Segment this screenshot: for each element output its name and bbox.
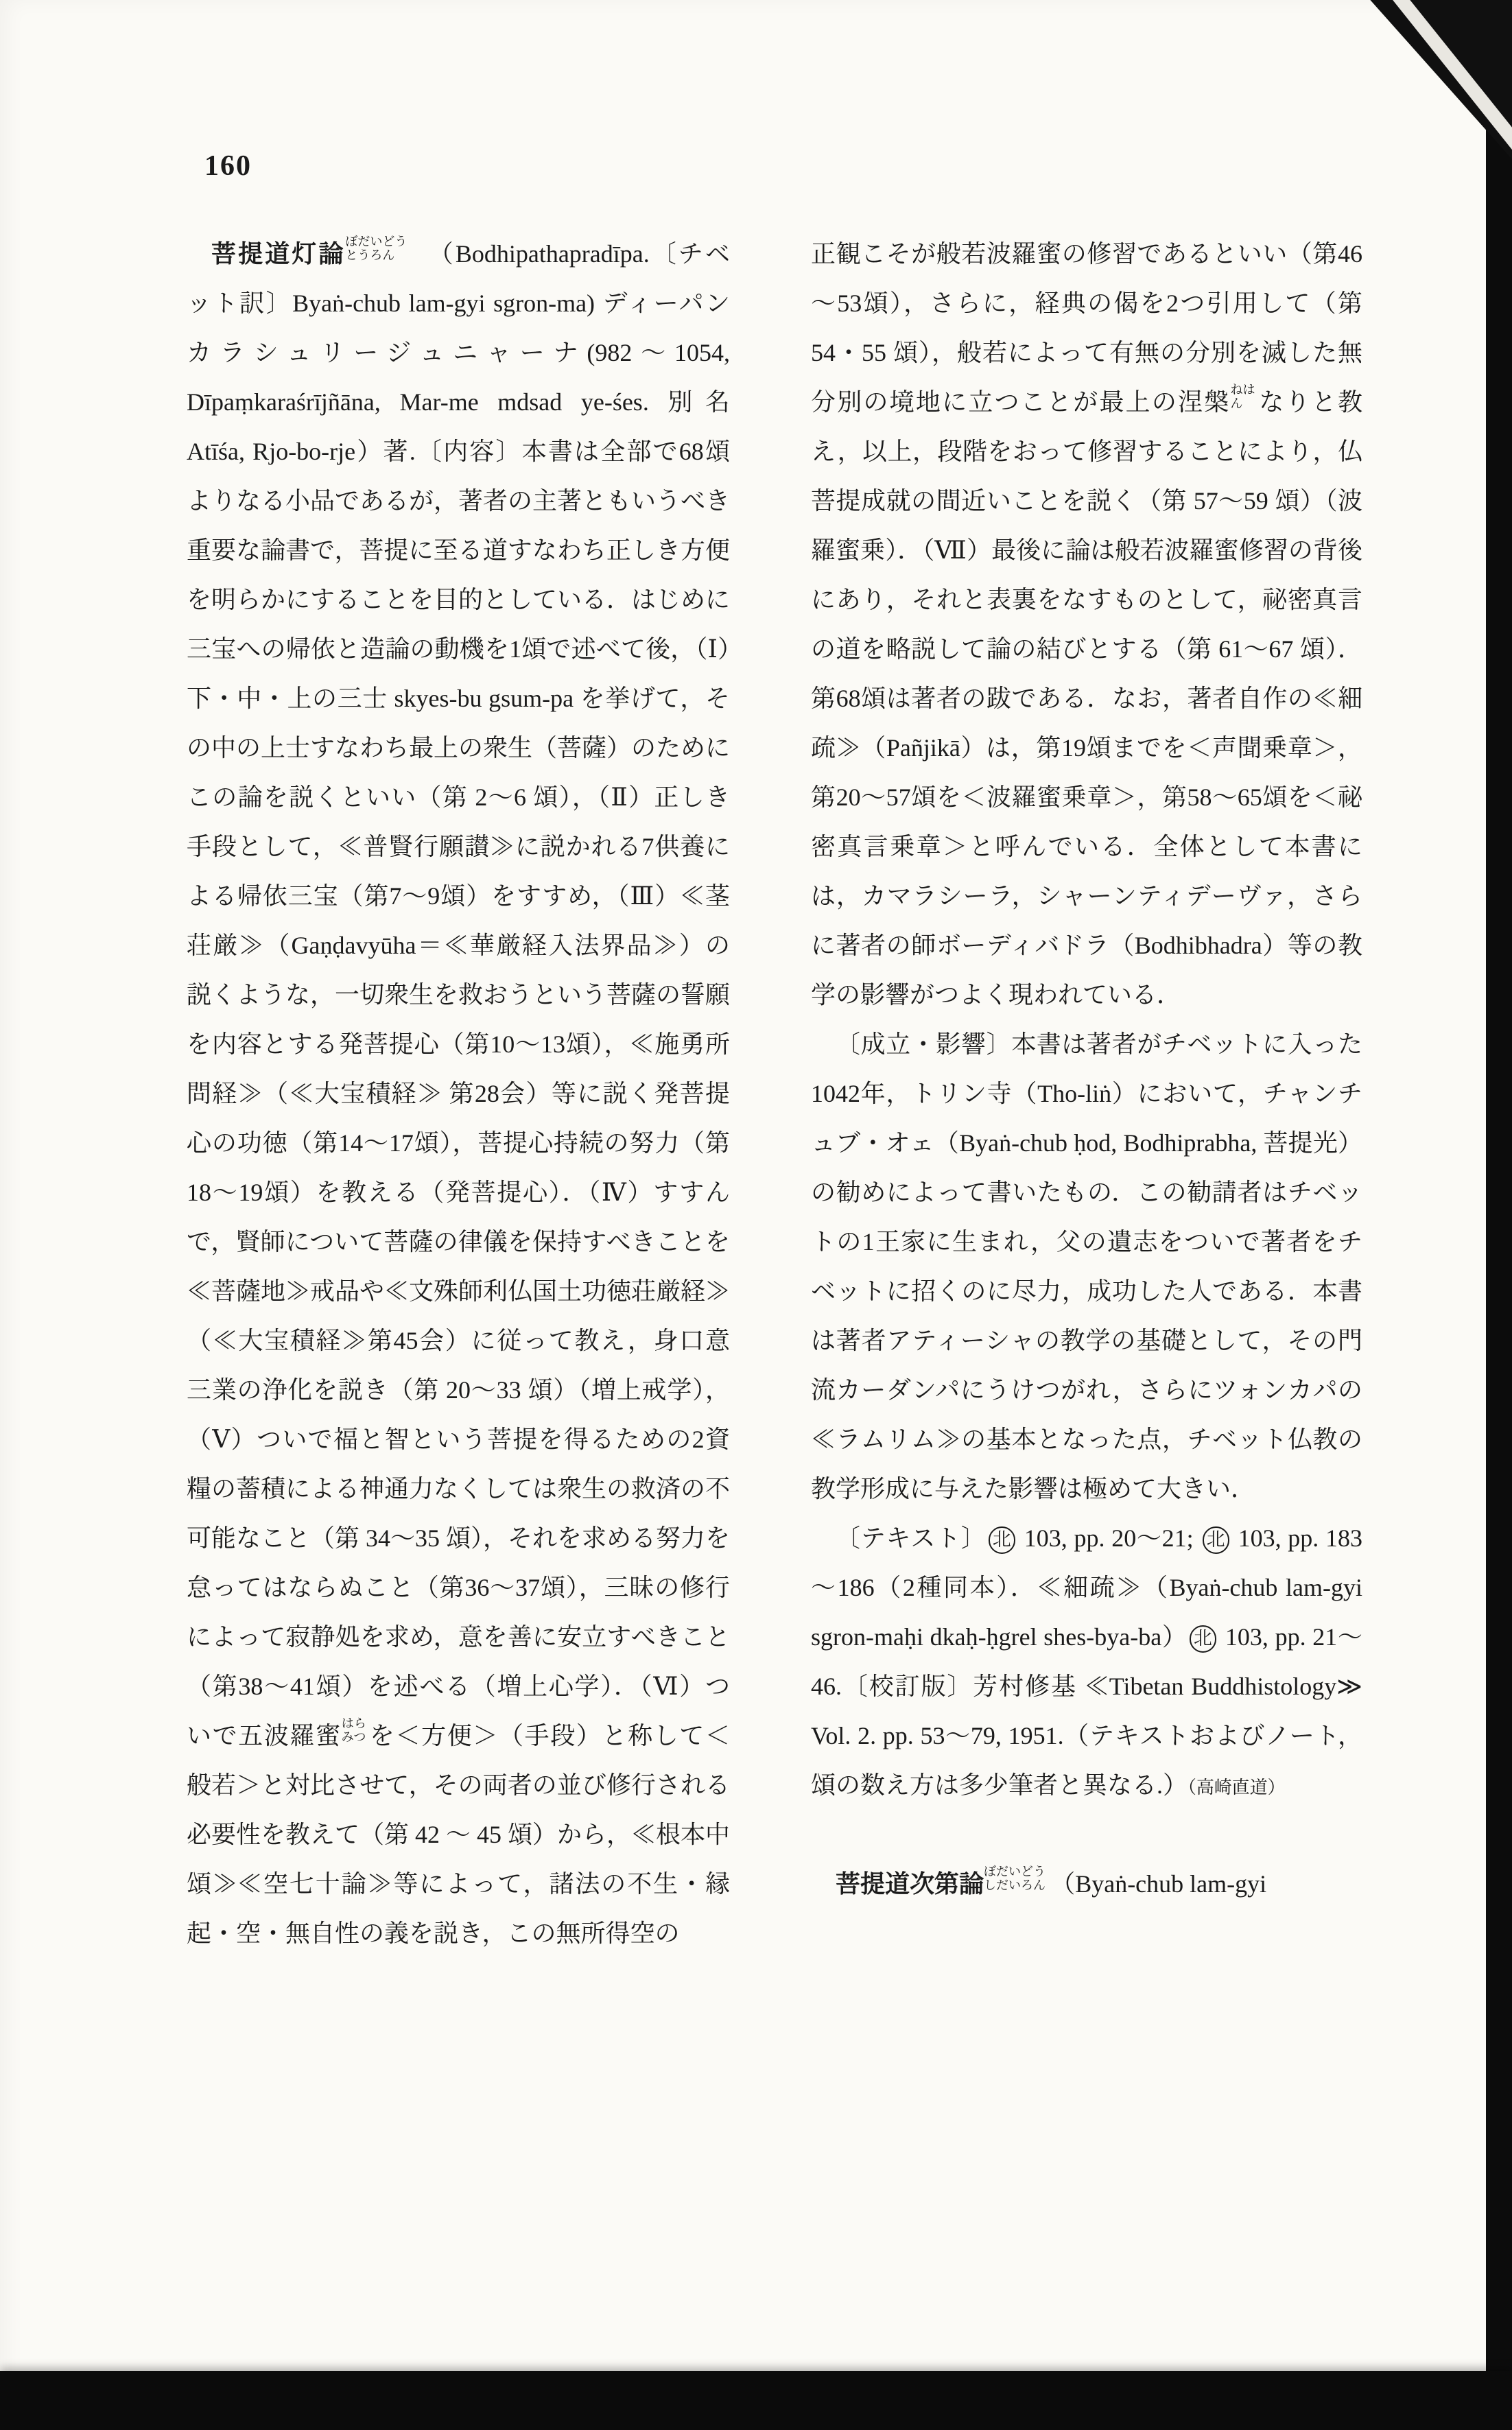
text-run: 北: [989, 1526, 1015, 1553]
column-left: [187, 229, 730, 1958]
text-run: （高崎直道）: [1188, 1778, 1286, 1797]
column-right: [811, 229, 1362, 1909]
text-run: 正観こそが般若波羅蜜の修習であるといい（第46～53頌），さらに，経典の偈を2つ引用して（第 54・55 頌），般若によって有無の分別を滅した無分別の境地に立つことが最上の涅槃: [811, 240, 1362, 416]
page-number: 160: [204, 150, 252, 182]
text-run: （Bodhipathapradīpa.〔チベット訳〕Byaṅ-chub lam-gyi sgron-ma) ディーパンカラシュリージュニャーナ(982～1054, Dīpaṃkaraśrījñāna, Mar-me mdsad ye-śes. 別名 Atīśa, Rjo-bo-rje）著.〔内容〕本書は全部で68頌よりなる小品であるが，著者の主著ともいうべき重要な論書で，菩提に至る道すなわち正しき方便を明らかにすることを目的としている．はじめに三宝への帰依と造論の動機を1頌で述べて後，（Ⅰ）下・中・上の三士 skyes-bu gsum-pa を挙げて，その中の上士すなわち最上の衆生（菩薩）のためにこの論を説くといい（第 2～6 頌），（Ⅱ）正しき手段として，≪普賢行願讃≫に説かれる7供養による帰依三宝（第7～9頌）をすすめ，（Ⅲ）≪茎荘厳≫（Gaṇḍavyūha＝≪華厳経入法界品≫）の説くような，一切衆生を救おうという菩薩の誓願を内容とする発菩提心（第10～13頌），≪施勇所問経≫（≪大宝積経≫ 第28会）等に説く発菩提心の功徳（第14～17頌），菩提心持続の努力（第18～19頌）を教える（発菩提心）．（Ⅳ）すすんで，賢師について菩薩の律儀を保持すべきことを≪菩薩地≫戒品や≪文殊師利仏国土功徳荘厳経≫（≪大宝積経≫第45会）に従って教え，身口意三業の浄化を説き（第 20～33 頌）（増上戒学），（Ⅴ）ついで福と智という菩提を得るための2資糧の蓄積による神通力なくしては衆生の救済の不可能なこと（第 34～35 頌），それを求める努力を怠ってはならぬこと（第36～37頌），三昧の修行によって寂静処を求め，意を善に安立すべきこと（第38～41頌）を述べる（増上心学）．（Ⅵ）ついで五波羅蜜: [187, 240, 731, 1749]
entry-bodhipathapradipa-continued: [811, 229, 1362, 1019]
text-run: 菩提道次第論: [836, 1869, 984, 1898]
text-run: ぼだいどうしだいろん: [984, 1864, 1046, 1893]
text-run: 〔テキスト〕: [836, 1524, 987, 1552]
text-run: を＜方便＞（手段）と称して＜般若＞と対比させて，その両者の並び修行される必要性を教えて（第 42 ～ 45 頌）から，≪根本中頌≫≪空七十論≫等によって，諸法の不生・縁起・空・無自性の義を説き，この無所得空の: [187, 1722, 731, 1947]
section-texts: [811, 1513, 1362, 1813]
scan-artifact-right-edge: [1486, 0, 1512, 2430]
section-origins-influence: [811, 1019, 1362, 1513]
text-run: ねはん: [1230, 382, 1255, 411]
scan-artifact-bottom-edge: [0, 2371, 1512, 2430]
entry-bodhipathapradipa: [187, 229, 730, 1958]
text-run: 103, pp. 183～186（2種同本）．≪細疏≫（Byaṅ-chub lam-gyi sgron-maḥi dkaḥ-ḥgrel shes-bya-ba）: [811, 1524, 1362, 1651]
scan-artifact-corner: [1339, 0, 1512, 159]
text-run: （Byaṅ-chub lam-gyi: [1050, 1870, 1267, 1898]
text-run: 北: [1203, 1526, 1229, 1553]
text-run: はらみつ: [341, 1716, 366, 1745]
entry-bodhipatha-krama-start: [811, 1859, 1362, 1909]
text-run: ぼだいどうとうろん: [345, 234, 407, 263]
text-run: 〔成立・影響〕本書は著者がチベットに入った1042年，トリン寺（Tho-liṅ）において，チャンチュブ・オェ（Byaṅ-chub ḥod, Bodhiprabha, 菩提光）の勧めによって書いたもの．この勧請者はチベットの1王家に生まれ，父の遺志をついで著者をチベットに招くのに尽力，成功した人である．本書は著者アティーシャの教学の基礎として，その門流カーダンパにうけつがれ，さらにツォンカパの≪ラムリム≫の基本となった点，チベット仏教の教学形成に与えた影響は極めて大きい．: [811, 1030, 1362, 1502]
text-run: 103, pp. 20～21;: [1017, 1524, 1201, 1552]
text-run: 103, pp. 21～46.〔校訂版〕芳村修基 ≪Tibetan Buddhistology≫ Vol. 2. pp. 53～79, 1951.（テキストおよびノート，頌の数え方は多少筆者と異なる.）: [811, 1623, 1362, 1799]
text-run: 北: [1190, 1625, 1216, 1652]
text-run: 菩提道灯論: [211, 239, 346, 268]
text-run: なりと教え，以上，段階をおって修習することにより，仏菩提成就の間近いことを説く（第 57～59 頌）（波羅蜜乗）．（Ⅶ）最後に論は般若波羅蜜修習の背後にあり，それと表裏をなすものとして，祕密真言の道を略説して論の結びとする（第 61～67 頌）．第68頌は著者の跋である．なお，著者自作の≪細疏≫（Pañjikā）は，第19頌までを＜声聞乗章＞，第20～57頌を＜波羅蜜乗章＞，第58～65頌を＜祕密真言乗章＞と呼んでいる．全体として本書には，カマラシーラ，シャーンティデーヴァ，さらに著者の師ボーディバドラ（Bodhibhadra）等の教学の影響がつよく現われている．: [811, 388, 1362, 1008]
